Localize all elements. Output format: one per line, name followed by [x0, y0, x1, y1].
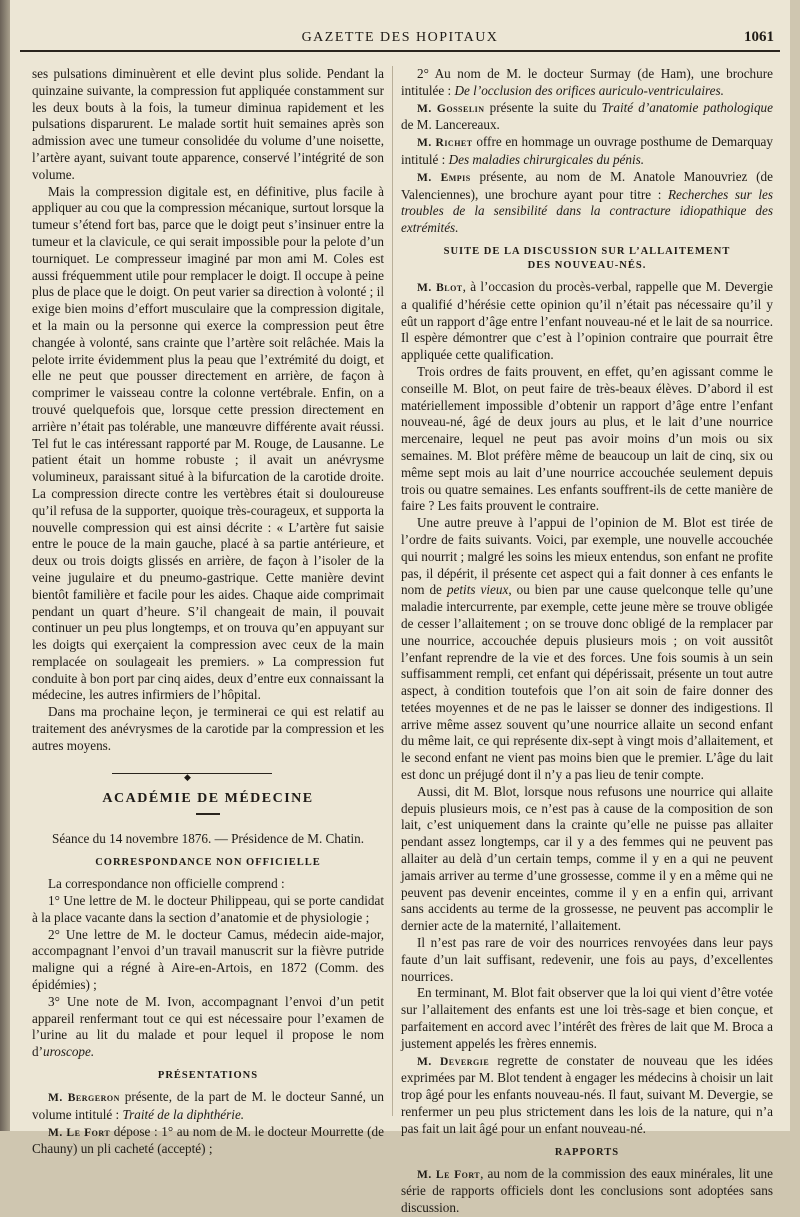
text: 2° Au nom de M. le docteur Surmay (de Ham), une brochure intitulée :	[401, 66, 773, 98]
text: présente la suite du	[484, 99, 602, 115]
subsection-title: CORRESPONDANCE NON OFFICIELLE	[95, 857, 321, 869]
paragraph: Dans ma prochaine leçon, je terminerai ce qui est relatif au traitement des anévrysmes de la carotide par la compression et les autres moyens.	[32, 704, 384, 753]
italic-text: Des maladies chirurgicales du pénis.	[448, 151, 645, 167]
paragraph: Trois ordres de faits prouvent, en effet, qu’en agissant comme le conseille M. Blot, on peut faire de très-beaux élèves. D’abord il est matériellement impossible d’obtenir un rapport d’âge entre l’enfant nouveau-né, âgé de deux jours au plus, et le lait d’une nourrice mercenaire, lequel ne peut pas avoir moins d’un mois ou six semaines. M. Blot préfère même de beaucoup un lait de cinq, six ou même sept mois au lait d’une nourrice accouchée seulement depuis trois ou quatre semaines. Les enfants souffrent-ils de cette manière de faire ? Les faits prouvent le contraire.	[401, 363, 773, 514]
paragraph: Il n’est pas rare de voir des nourrices renvoyées dans leur pays faute d’un lait suffisant, redevenir, une fois au pays, d’excellentes nourrices.	[401, 935, 773, 984]
text: , à l’occasion du procès-verbal, rappelle que M. Devergie a qualifié d’hérésie cette opinion qu’il n’était pas nécessaire qu’il y eût un rapport d’âge entre l’enfant nouveau-né et le lait de sa nourrice. Il espère démontrer que c’est à l’opinion contraire que pourrait être appliquée cette qualification.	[401, 278, 773, 363]
italic-text: Traité de la diphthérie.	[122, 1106, 245, 1122]
text: dépose : 1° au nom de M. le docteur Mourrette (de Chauny) un pli cacheté (accepté) ;	[32, 1123, 384, 1157]
paragraph	[401, 66, 773, 100]
speaker-name: M. Blot	[417, 281, 463, 294]
paragraph: Aussi, dit M. Blot, lorsque nous refusons une nourrice qui allaite depuis plusieurs mois, ce n’est pas à cause de la composition de son lait, c’est uniquement dans la crainte qu’elle ne puisse pas allaiter pendant assez longtemps, car il y a des femmes qui ne peuvent pas allaiter au delà d’un certain temps, comme il y en a qui ne peuvent jamais arriver au terme d’une grossesse, comme il y en a même qui ne peuvent pas devenir enceintes, comme il y en a enfin qui, arrivant sans accidents au terme de la grossesse, ne peuvent pas accomplir le dernier acte de la maternité, l’allaitement.	[401, 783, 773, 934]
italic-text: petits vieux	[446, 582, 509, 598]
paragraph	[401, 100, 773, 135]
paragraph	[401, 169, 773, 237]
list-item	[32, 994, 384, 1061]
ornament-diamond: ◆	[184, 771, 191, 782]
subsection-title-line: SUITE DE LA DISCUSSION SUR L’ALLAITEMENT	[443, 245, 731, 257]
speaker-name: M. Bergeron	[48, 1092, 120, 1105]
paragraph	[401, 1053, 773, 1138]
text: , au nom de la commission des eaux minérales, lit une série de rapports officiels dont les conclusions sont adoptées sans discussion.	[401, 1165, 773, 1216]
list-item: 2° Une lettre de M. le docteur Camus, médecin aide-major, accompagnant l’envoi d’un travail manuscrit sur la fièvre putride maligne qui a régné à Aire-en-Artois, en 1872 (Comm. des épidémies) ;	[32, 926, 384, 993]
paragraph	[32, 1089, 384, 1124]
page-number: 1061	[744, 29, 774, 45]
paragraph: La correspondance non officielle comprend :	[48, 876, 285, 892]
text: présente, de la part de M. le docteur Sanné, un volume intitulé :	[32, 1089, 384, 1122]
speaker-name: M. Gosselin	[417, 102, 485, 115]
paragraph: En terminant, M. Blot fait observer que la loi qui vient d’être votée sur l’allaitement des enfants est une loi très-sage et bien conçue, et parfaitement en accord avec l’intérêt des frères de lait que M. Broca a justement appelés les frères ennemis.	[401, 985, 773, 1051]
ornament-rule	[112, 773, 272, 774]
speaker-name: M. Devergie	[417, 1055, 490, 1068]
text: regrette de constater de nouveau que les idées exprimées par M. Blot tendent à engager les médecins à choisir un lait trop âgé pour les enfants nouveau-nés. Il faut, suivant M. Devergie, se renfermer un peu plus strictement dans les lois de la nature, qui n’a pas fait un lait âgé pour un enfant nouveau-né.	[401, 1052, 774, 1136]
section-title: ACADÉMIE DE MÉDECINE	[102, 790, 314, 806]
column-divider	[392, 66, 393, 1116]
section-ornament	[32, 763, 384, 785]
subsection-title-line: DES NOUVEAU-NÉS.	[527, 259, 647, 271]
left-column	[32, 66, 384, 1158]
paragraph	[401, 1166, 773, 1217]
paragraph	[401, 134, 773, 169]
text: offre en hommage un ouvrage posthume de Demarquay intitulé :	[401, 134, 773, 167]
list-item: 1° Une lettre de M. le docteur Philippeau, qui se porte candidat à la place vacante dans la section d’anatomie et de physiologie ;	[32, 893, 384, 925]
paragraph	[401, 279, 773, 364]
text: présente, au nom de M. Anatole Manouvriez (de Valenciennes), une brochure ayant pour titre :	[401, 168, 773, 202]
subsection-title: RAPPORTS	[554, 1146, 620, 1158]
speaker-name: M. Empis	[417, 171, 471, 184]
speaker-name: M. Richet	[417, 137, 473, 150]
page-header	[20, 28, 780, 52]
paragraph: Mais la compression digitale est, en définitive, plus facile à appliquer au cou que la compression mécanique, surtout lorsque la tumeur s’étend fort bas, parce que le doigt peut s’insinuer entre la tumeur et la clavicule, ce qui serait impossible pour la pelote d’un tourniquet. Le compresseur imaginé par mon ami M. Coles est aussi fréquemment utile pour remplacer le doigt. Il occupe à peine plus de place que le doigt. On peut varier sa direction à volonté ; il exige bien moins d’effort musculaire que la compression digitale, et la main ou la personne qui exerce la compression peut être changée à volonté, sans crainte que l’artère soit relâchée. Mais la pelote irrite évidemment plus la peau que l’extrémité du doigt, et elle ne peut que pousser directement en arrière, de façon à comprimer le vaisseau contre la colonne vertébrale. Enfin, on a trouvé quelquefois que, lorsque cette pression directement en arrière n’était pas tolérable, une manœuvre différente avait réussi. Tel fut le cas intéressant rapporté par M. Rouge, de Lausanne. Le patient était un homme robuste ; il avait un anévrysme volumineux, paraissant situé à la bifurcation de la carotide droite. La compression directe contre les vertèbres était si douloureuse qu’il refusa de la supporter, quoique très-courageux, et supporta la nouvelle compression qui est ainsi décrite : « L’artère fut saisie entre le pouce de la main gauche, placé à sa partie antérieure, et deux ou trois doigts glissés en arrière, de façon à l’isoler de la veine jugulaire et du pneumo-gastrique. Cette manière devint bientôt familière et facile pour les aides. Chaque aide comprimait pendant un quart d’heure. S’il changeait de main, il pouvait continuer un peu plus longtemps, et on trouva qu’en appuyant sur les doigts qui exerçaient la compression avec ceux de la main remplacée on soulageait les premiers. » La compression fut conduite à bon port par cinq aides, deux d’entre eux connaissant la médecine, les autres infirmiers de l’hôpital.	[32, 183, 384, 703]
text: , ou bien par une cause quelconque telle qu’une maladie intercurrente, par exemple, cette jeune mère se trouve obligée de cesser l’allaitement ; on se trouve donc obligé de la remplacer par une nourrice, accouchée depuis plusieurs mois ; on voit aussitôt l’enfant reprendre de la vie et des forces. Une fois soumis à un sein suffisamment rempli, cet enfant qui dépérissait, présente un tout autre aspect, à condition toutefois que l’on ait soin de faire donner des tetées moyennes et de ne pas le laisser se donner des indigestions. Il arrive même assez souvent qu’une nourrice allaite un second enfant du même lait, ce qui représente dix-sept à vingt mois d’allaitement, et le second enfant ne vient pas moins bien que le premier. L’âge du lait est donc un préjugé dont il n’y a pas lieu de tenir compte.	[401, 582, 773, 783]
header-rule	[20, 50, 780, 52]
page-binding-edge	[0, 0, 10, 1131]
paragraph: ses pulsations diminuèrent et elle devint plus solide. Pendant la quinzaine suivante, la compression fut appliquée constamment sur les deux bouts à la fois, la tumeur diminua rapidement et les pulsations disparurent. Le malade sortit huit semaines après son admission avec une tumeur consolidée du volume d’une noisette, l’artère ayant, suivant toute apparence, conservé l’intégrité de son volume.	[32, 66, 384, 182]
subsection-title: PRÉSENTATIONS	[157, 1070, 259, 1082]
italic-text: Recherches sur les troubles de la sensibilité dans la contracture idiopathique des extrémités.	[401, 186, 773, 236]
text: 3° Une note de M. Ivon, accompagnant l’envoi d’un petit appareil renfermant tout ce qui est nécessaire pour l’examen de l’urine au lit du malade et pour lequel il propose le nom d’	[32, 993, 384, 1060]
session-line: Séance du 14 novembre 1876. — Présidence de M. Chatin.	[51, 831, 365, 847]
italic-text: uroscope.	[43, 1044, 95, 1060]
newspaper-page	[10, 0, 790, 1216]
section-title-rule	[196, 813, 220, 815]
right-column	[401, 66, 773, 1217]
text: de M. Lancereaux.	[401, 117, 500, 133]
subsection-title	[401, 245, 773, 273]
text: Une autre preuve à l’appui de l’opinion de M. Blot est tirée de l’ordre de faits suivants. Voici, par exemple, une nouvelle accouchée qui nourrit ; malgré les soins les mieux entendus, son enfant ne profite pas, il dépérit, il présente cet aspect qui a fait donner à ces enfants le nom de	[401, 515, 773, 598]
speaker-name: M. Le Fort	[417, 1168, 481, 1181]
paragraph	[32, 1124, 384, 1159]
italic-text: Traité d’anatomie pathologique	[601, 99, 774, 115]
running-title: GAZETTE DES HOPITAUX	[301, 30, 499, 45]
paragraph	[401, 515, 773, 784]
speaker-name: M. Le Fort	[48, 1126, 111, 1139]
italic-text: De l’occlusion des orifices auriculo-ventriculaires.	[454, 82, 724, 98]
